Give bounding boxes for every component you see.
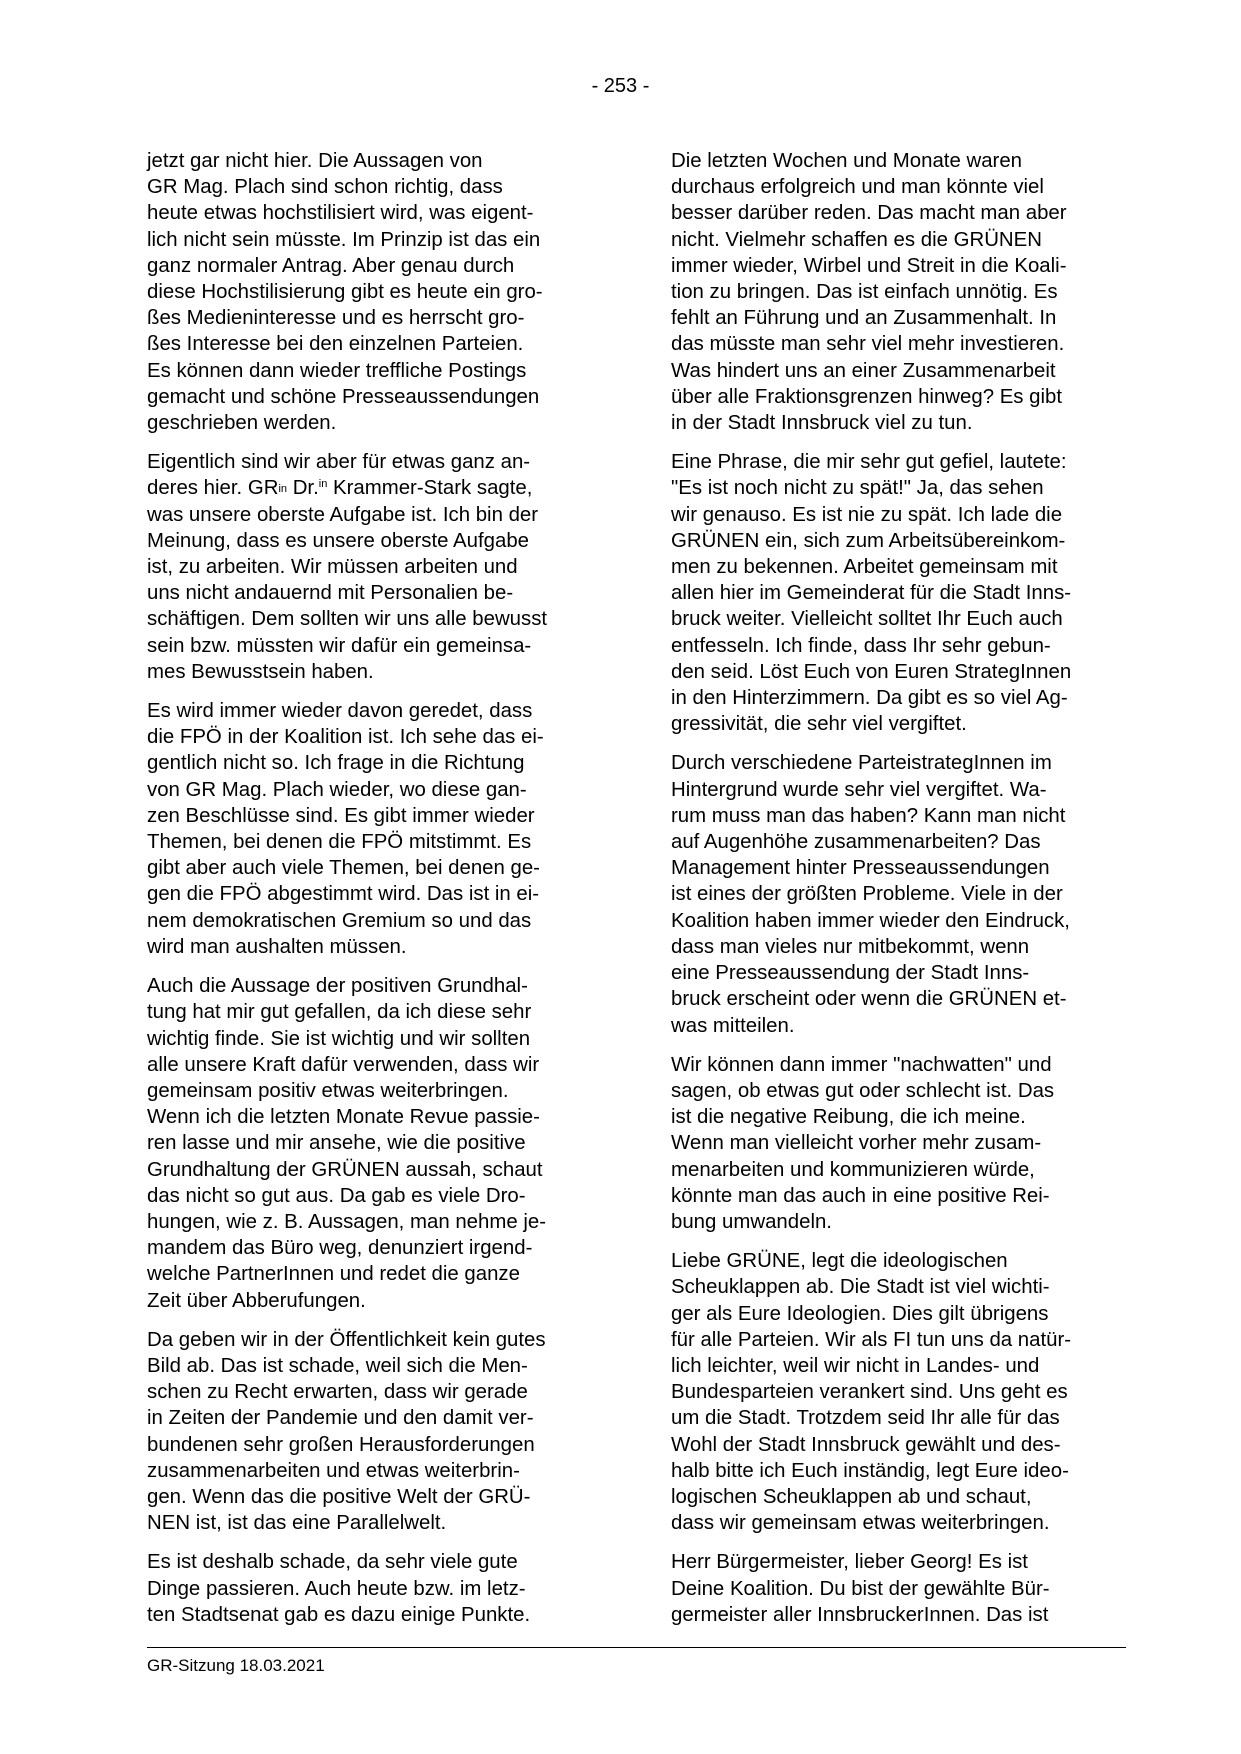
text-line: bung umwandeln.	[671, 1210, 832, 1233]
superscript: in	[318, 478, 328, 491]
text-line: ren lasse und mir ansehe, wie die positive	[147, 1132, 526, 1155]
text-line: gen die FPÖ abgestimmt wird. Das ist in ei-	[147, 883, 540, 906]
text-line: immer wieder, Wirbel und Streit in die Koali-	[671, 254, 1067, 277]
text-line: Grundhaltung der GRÜNEN aussah, schaut	[147, 1158, 543, 1181]
text-line: besser darüber reden. Das macht man aber	[671, 202, 1067, 225]
text-line: allen hier im Gemeinderat für die Stadt Inns-	[671, 582, 1072, 605]
text-line: gen. Wenn das die positive Welt der GRÜ-	[147, 1485, 531, 1508]
text-line: gemacht und schöne Presseaussendungen	[147, 385, 540, 408]
text-line: Eigentlich sind wir aber für etwas ganz an-	[147, 451, 531, 474]
text-line: bruck erscheint oder wenn die GRÜNEN et-	[671, 988, 1067, 1011]
paragraph	[147, 698, 599, 960]
text-line: schäftigen. Dem sollten wir uns alle bewusst	[147, 608, 548, 631]
paragraph	[147, 148, 599, 436]
text-line: ßes Medieninteresse und es herrscht gro-	[147, 307, 525, 330]
footer-session-date: GR-Sitzung 18.03.2021	[147, 1656, 325, 1675]
text-line: Auch die Aussage der positiven Grundhal-	[147, 975, 528, 998]
text-line: Scheuklappen ab. Die Stadt ist viel wichti-	[671, 1276, 1050, 1299]
left-column	[147, 148, 599, 1641]
text-line	[147, 475, 599, 501]
text-line: nem demokratischen Gremium so und das	[147, 909, 532, 932]
text-line: men zu bekennen. Arbeitet gemeinsam mit	[671, 556, 1058, 579]
text-line: Was hindert uns an einer Zusammenarbeit	[671, 359, 1056, 382]
text-line: dass man vieles nur mitbekommt, wenn	[671, 935, 1030, 958]
paragraph	[147, 1327, 599, 1537]
text-line: Da geben wir in der Öffentlichkeit kein gutes	[147, 1328, 546, 1351]
text-line: "Es ist noch nicht zu spät!" Ja, das sehen	[671, 477, 1044, 500]
text-line: menarbeiten und kommunizieren würde,	[671, 1158, 1035, 1181]
text-line: Wenn ich die letzten Monate Revue passie-	[147, 1106, 540, 1129]
text-line: wir genauso. Es ist nie zu spät. Ich lade die	[671, 503, 1063, 526]
text-line: jetzt gar nicht hier. Die Aussagen von	[147, 150, 483, 172]
paragraph	[671, 1248, 1123, 1536]
text-fragment: deres hier. GR	[147, 477, 279, 500]
text-line: alle unsere Kraft dafür verwenden, dass wir	[147, 1053, 540, 1076]
footer-divider	[147, 1647, 1126, 1648]
text-line: germeister aller InnsbruckerInnen. Das ist	[671, 1603, 1049, 1626]
text-line: gemeinsam positiv etwas weiterbringen.	[147, 1079, 509, 1102]
text-line: Meinung, dass es unsere oberste Aufgabe	[147, 529, 530, 552]
text-line: welche PartnerInnen und redet die ganze	[147, 1263, 520, 1286]
text-line: GRÜNEN ein, sich zum Arbeitsübereinkom-	[671, 529, 1066, 552]
text-fragment: Dr.	[287, 477, 319, 500]
text-line: eine Presseaussendung der Stadt Inns-	[671, 962, 1030, 985]
text-line: in der Stadt Innsbruck viel zu tun.	[671, 412, 973, 435]
text-line: Es können dann wieder treffliche Postings	[147, 359, 527, 382]
text-line: Koalition haben immer wieder den Eindruck,	[671, 909, 1070, 932]
text-line: in Zeiten der Pandemie und den damit ver-	[147, 1407, 534, 1430]
text-line: ten Stadtsenat gab es dazu einige Punkte.	[147, 1603, 531, 1626]
text-line: schen zu Recht erwarten, dass wir gerade	[147, 1381, 528, 1404]
text-line: tion zu bringen. Das ist einfach unnötig. Es	[671, 281, 1058, 304]
text-line: Bild ab. Das ist schade, weil sich die Men-	[147, 1354, 528, 1377]
text-line: uns nicht andauernd mit Personalien be-	[147, 582, 514, 605]
text-line: halb bitte ich Euch inständig, legt Eure ideo-	[671, 1459, 1069, 1482]
text-line: Es ist deshalb schade, da sehr viele gute	[147, 1551, 518, 1574]
text-line: Eine Phrase, die mir sehr gut gefiel, lautete:	[671, 451, 1067, 474]
text-line: tung hat mir gut gefallen, da ich diese sehr	[147, 1001, 532, 1024]
text-line: lich nicht sein müsste. Im Prinzip ist das ein	[147, 228, 541, 251]
text-line: sein bzw. müssten wir dafür ein gemeinsa-	[147, 634, 532, 657]
text-line: durchaus erfolgreich und man könnte viel	[671, 176, 1044, 199]
paragraph	[147, 1549, 599, 1628]
text-line: ist, zu arbeiten. Wir müssen arbeiten und	[147, 556, 518, 579]
text-line: ger als Eure Ideologien. Dies gilt übrigens	[671, 1302, 1049, 1325]
text-line: bundenen sehr großen Herausforderungen	[147, 1433, 535, 1456]
text-line: diese Hochstilisierung gibt es heute ein gro-	[147, 281, 543, 304]
text-line: gressivität, die sehr viel vergiftet.	[671, 713, 967, 736]
text-line: ganz normaler Antrag. Aber genau durch	[147, 254, 515, 277]
text-line: gentlich nicht so. Ich frage in die Richtung	[147, 752, 525, 775]
text-line: zusammenarbeiten und etwas weiterbrin-	[147, 1459, 520, 1482]
right-column	[671, 148, 1123, 1641]
text-line: Dinge passieren. Auch heute bzw. im letz-	[147, 1577, 526, 1600]
paragraph	[147, 449, 599, 685]
text-line: zen Beschlüsse sind. Es gibt immer wieder	[147, 804, 535, 827]
text-line: für alle Parteien. Wir als FI tun uns da natür-	[671, 1328, 1072, 1351]
text-line: Management hinter Presseaussendungen	[671, 857, 1050, 880]
text-line: in den Hinterzimmern. Da gibt es so viel Ag-	[671, 687, 1068, 710]
text-line: Wohl der Stadt Innsbruck gewählt und des-	[671, 1433, 1061, 1456]
text-line: geschrieben werden.	[147, 412, 337, 435]
paragraph	[671, 449, 1123, 737]
text-line: lich leichter, weil wir nicht in Landes- und	[671, 1354, 1040, 1377]
text-line: Deine Koalition. Du bist der gewählte Bür-	[671, 1577, 1050, 1600]
text-line: auf Augenhöhe zusammenarbeiten? Das	[671, 831, 1041, 854]
text-line: rum muss man das haben? Kann man nicht	[671, 804, 1066, 827]
text-line: sagen, ob etwas gut oder schlecht ist. Das	[671, 1079, 1055, 1102]
paragraph	[147, 973, 599, 1314]
text-line: wird man aushalten müssen.	[147, 935, 407, 958]
text-line: Es wird immer wieder davon geredet, dass	[147, 700, 533, 723]
text-line: mandem das Büro weg, denunziert irgend-	[147, 1237, 533, 1260]
text-line: die FPÖ in der Koalition ist. Ich sehe das ei-	[147, 726, 544, 749]
text-line: über alle Fraktionsgrenzen hinweg? Es gibt	[671, 385, 1063, 408]
text-line: wichtig finde. Sie ist wichtig und wir sollten	[147, 1027, 531, 1050]
text-line: NEN ist, ist das eine Parallelwelt.	[147, 1512, 447, 1535]
text-line: ist die negative Reibung, die ich meine.	[671, 1106, 1026, 1129]
text-line: bruck weiter. Vielleicht solltet Ihr Euch auch	[671, 608, 1063, 631]
paragraph	[671, 1052, 1123, 1235]
text-line: ßes Interesse bei den einzelnen Parteien.	[147, 333, 524, 356]
text-line: ist eines der größten Probleme. Viele in der	[671, 883, 1063, 906]
text-line: Durch verschiedene ParteistrategInnen im	[671, 752, 1052, 775]
text-line: heute etwas hochstilisiert wird, was eigent-	[147, 202, 534, 225]
text-line: Zeit über Abberufungen.	[147, 1289, 366, 1312]
text-line: nicht. Vielmehr schaffen es die GRÜNEN	[671, 228, 1042, 251]
text-line: Hintergrund wurde sehr viel vergiftet. Wa-	[671, 778, 1047, 801]
text-line: was unsere oberste Aufgabe ist. Ich bin der	[147, 503, 539, 526]
paragraph	[671, 750, 1123, 1038]
text-line: mes Bewusstsein haben.	[147, 660, 374, 683]
text-line: entfesseln. Ich finde, dass Ihr sehr gebun-	[671, 634, 1051, 657]
text-line: von GR Mag. Plach wieder, wo diese gan-	[147, 778, 527, 801]
text-line: das nicht so gut aus. Da gab es viele Dro-	[147, 1184, 526, 1207]
text-line: könnte man das auch in eine positive Rei-	[671, 1184, 1050, 1207]
text-line: um die Stadt. Trotzdem seid Ihr alle für das	[671, 1407, 1060, 1430]
text-line: hungen, wie z. B. Aussagen, man nehme je-	[147, 1210, 546, 1233]
text-line: fehlt an Führung und an Zusammenhalt. In	[671, 307, 1057, 330]
text-line: dass wir gemeinsam etwas weiterbringen.	[671, 1512, 1050, 1535]
text-line: Themen, bei denen die FPÖ mitstimmt. Es	[147, 831, 532, 854]
text-line: Herr Bürgermeister, lieber Georg! Es ist	[671, 1551, 1028, 1574]
text-line: GR Mag. Plach sind schon richtig, dass	[147, 176, 503, 199]
text-line: logischen Scheuklappen ab und schaut,	[671, 1485, 1032, 1508]
paragraph	[671, 148, 1123, 436]
text-line: Wir können dann immer "nachwatten" und	[671, 1053, 1052, 1076]
text-line: Bundesparteien verankert sind. Uns geht es	[671, 1381, 1068, 1404]
text-line: Wenn man vielleicht vorher mehr zusam-	[671, 1132, 1042, 1155]
text-line: was mitteilen.	[671, 1014, 795, 1037]
superscript: in	[278, 483, 288, 496]
text-line: Die letzten Wochen und Monate waren	[671, 150, 1023, 172]
text-line: Liebe GRÜNE, legt die ideologischen	[671, 1250, 1008, 1273]
text-fragment: Krammer-Stark sagte,	[327, 477, 533, 500]
page-number: - 253 -	[591, 75, 650, 97]
text-line: gibt aber auch viele Themen, bei denen ge-	[147, 857, 540, 880]
text-line: den seid. Löst Euch von Euren StrategInnen	[671, 660, 1072, 683]
text-line: das müsste man sehr viel mehr investieren.	[671, 333, 1065, 356]
paragraph	[671, 1549, 1123, 1628]
